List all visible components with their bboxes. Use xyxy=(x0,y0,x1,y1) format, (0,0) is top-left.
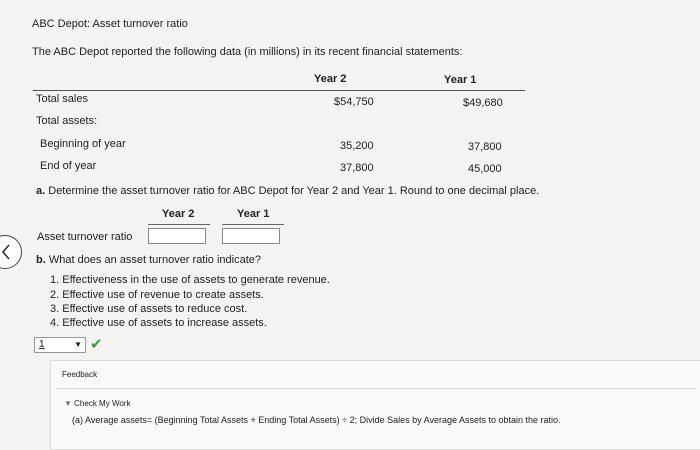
answer-col-year1-rule xyxy=(222,224,284,225)
col-header-year1: Year 1 xyxy=(444,74,477,86)
feedback-title: Feedback xyxy=(62,370,98,379)
total-sales-year2: $54,750 xyxy=(334,96,374,108)
col-header-year2: Year 2 xyxy=(314,73,347,85)
row-label-total-sales: Total sales xyxy=(36,93,88,105)
previous-arrow-button[interactable] xyxy=(0,235,22,269)
option-2: 2. Effective use of revenue to create assets. xyxy=(50,289,264,301)
part-b-text: What does an asset turnover ratio indicate? xyxy=(48,254,262,266)
row-label-total-assets: Total assets: xyxy=(36,115,98,127)
row-label-end: End of year xyxy=(40,160,97,172)
answer-select[interactable] xyxy=(34,337,86,353)
option-3: 3. Effective use of assets to reduce cost. xyxy=(50,303,248,315)
intro-text: The ABC Depot reported the following data (in millions) in its recent financial statements: xyxy=(32,46,463,58)
total-sales-year1: $49,680 xyxy=(463,97,503,109)
row-label-beginning: Beginning of year xyxy=(40,138,126,150)
asset-turnover-year1-input[interactable] xyxy=(222,228,280,244)
feedback-hint-text: (a) Average assets= (Beginning Total Assets + Ending Total Assets) ÷ 2; Divide Sales by Average Assets to obtain the ratio. xyxy=(72,415,561,425)
end-year2: 37,800 xyxy=(340,162,374,174)
answer-select-value: 1 xyxy=(39,339,45,350)
answer-col-year2-rule xyxy=(148,224,210,225)
collapse-triangle-icon: ▼ xyxy=(64,399,72,408)
beginning-year1: 37,800 xyxy=(468,141,502,153)
part-b-question xyxy=(36,254,261,266)
check-my-work-toggle[interactable] xyxy=(64,399,130,408)
beginning-year2: 35,200 xyxy=(340,140,374,152)
part-a-question xyxy=(36,185,539,197)
answer-col-year2: Year 2 xyxy=(162,208,195,220)
option-1: 1. Effectiveness in the use of assets to generate revenue. xyxy=(50,274,330,286)
answer-col-year1: Year 1 xyxy=(237,208,270,220)
part-a-prefix: a. xyxy=(36,185,46,197)
option-4: 4. Effective use of assets to increase assets. xyxy=(50,317,267,329)
page-title: ABC Depot: Asset turnover ratio xyxy=(32,18,188,30)
correct-check-icon: ✔ xyxy=(90,336,103,353)
part-b-prefix: b. xyxy=(36,254,46,266)
end-year1: 45,000 xyxy=(468,163,502,175)
part-a-text: Determine the asset turnover ratio for ABC Depot for Year 2 and Year 1. Round to one decimal place. xyxy=(48,185,540,197)
dropdown-arrow-icon: ▼ xyxy=(74,340,82,349)
asset-turnover-label: Asset turnover ratio xyxy=(37,231,133,243)
chevron-left-icon xyxy=(2,244,10,260)
feedback-panel xyxy=(50,360,700,450)
table-header-rule xyxy=(33,90,525,91)
asset-turnover-year2-input[interactable] xyxy=(148,228,206,244)
feedback-divider xyxy=(56,388,696,389)
check-my-work-label: Check My Work xyxy=(74,399,131,408)
